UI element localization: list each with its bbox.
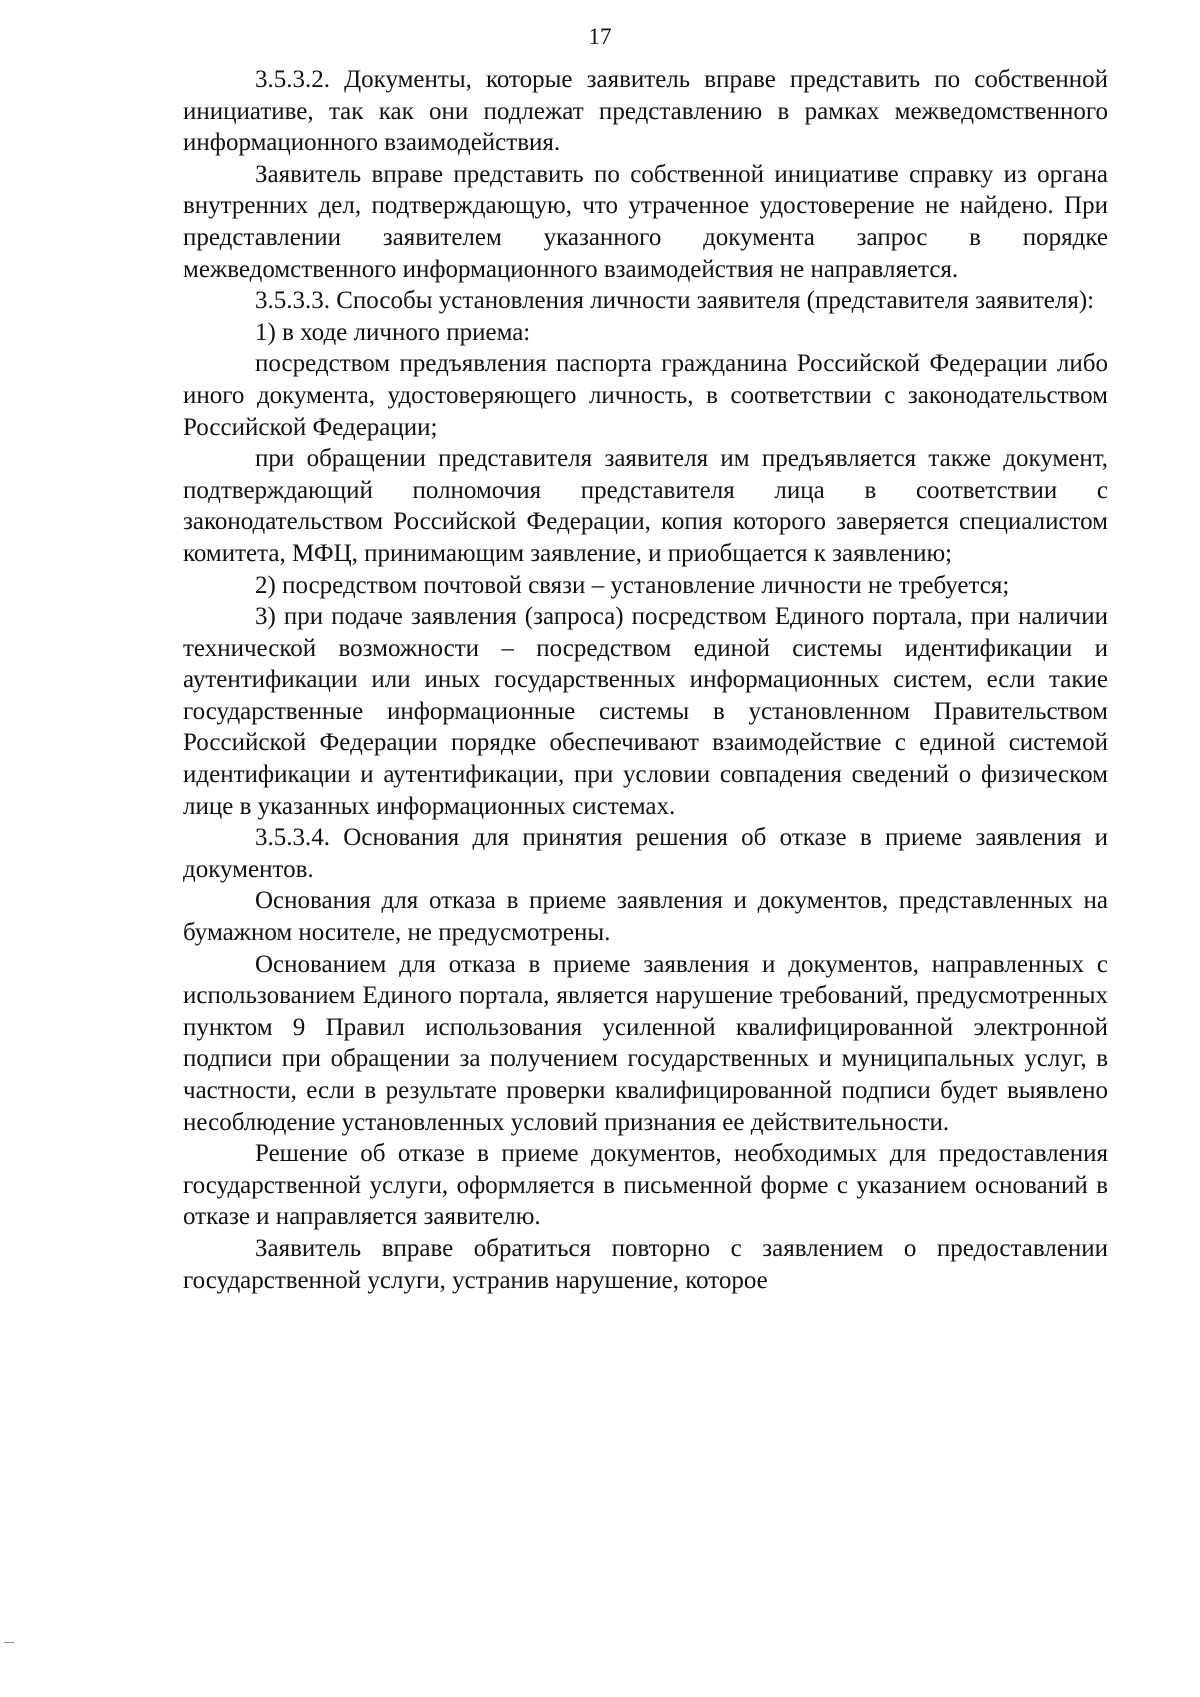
list-item-postal: 2) посредством почтовой связи – установление личности не требуется;: [255, 571, 1010, 599]
paragraph-portal-grounds: Основанием для отказа в приеме заявления и документов, направленных с использованием Единого портала, является нарушение требований, предусмотренных пунктом 9 Правил использования усиленной квалифицированной электронной подписи при обращении за получением государственных и муниципальных услуг, в частности, если в результате проверки квалифицированной подписи будет выявлено несоблюдение установленных условий признания ее действительности.: [183, 950, 1108, 1136]
paragraph-reapply: Заявитель вправе обратиться повторно с заявлением о предоставлении государственной услуги, устранив нарушение, которое: [183, 1234, 1108, 1294]
paragraph-passport: посредством предъявления паспорта гражданина Российской Федерации либо иного документа, удостоверяющего личность, в соответствии с законодательством Российской Федерации;: [183, 350, 1108, 441]
paragraph-3-5-3-4: 3.5.3.4. Основания для принятия решения об отказе в приеме заявления и документов.: [183, 824, 1108, 883]
document-body: [183, 64, 1108, 1296]
paragraph-3-5-3-2: 3.5.3.2. Документы, которые заявитель вправе представить по собственной инициативе, так как они подлежат представлению в рамках межведомственного информационного взаимодействия.: [183, 66, 1108, 157]
paragraph-representative: при обращении представителя заявителя им предъявляется также документ, подтверждающий полномочия представителя лица в соответствии с законодательством Российской Федерации, копия которого заверяется специалистом комитета, МФЦ, принимающим заявление, и приобщается к заявлению;: [183, 445, 1108, 567]
paragraph-paper-grounds: Основания для отказа в приеме заявления и документов, представленных на бумажном носителе, не предусмотрены.: [183, 887, 1108, 947]
scan-artifact: [4, 1642, 14, 1646]
page-number: 17: [588, 24, 612, 49]
paragraph-3-5-3-3: 3.5.3.3. Способы установления личности заявителя (представителя заявителя):: [255, 287, 1095, 315]
paragraph-refusal-decision: Решение об отказе в приеме документов, необходимых для предоставления государственной услуги, оформляется в письменной форме с указанием оснований в отказе и направляется заявителю.: [183, 1140, 1108, 1231]
list-item-unified-portal: 3) при подаче заявления (запроса) посредством Единого портала, при наличии технической возможности – посредством единой системы идентификации и аутентификации или иных государственных информационных систем, если такие государственные информационные системы в установленном Правительством Российской Федерации порядке обеспечивают взаимодействие с единой системой идентификации и аутентификации, при условии совпадения сведений о физическом лице в указанных информационных системах.: [183, 603, 1108, 820]
list-item-personal-reception: 1) в ходе личного приема:: [255, 318, 531, 346]
paragraph-applicant-right: Заявитель вправе представить по собственной инициативе справку из органа внутренних дел, подтверждающую, что утраченное удостоверение не найдено. При представлении заявителем указанного документа запрос в порядке межведомственного информационного взаимодействия не направляется.: [183, 160, 1108, 283]
